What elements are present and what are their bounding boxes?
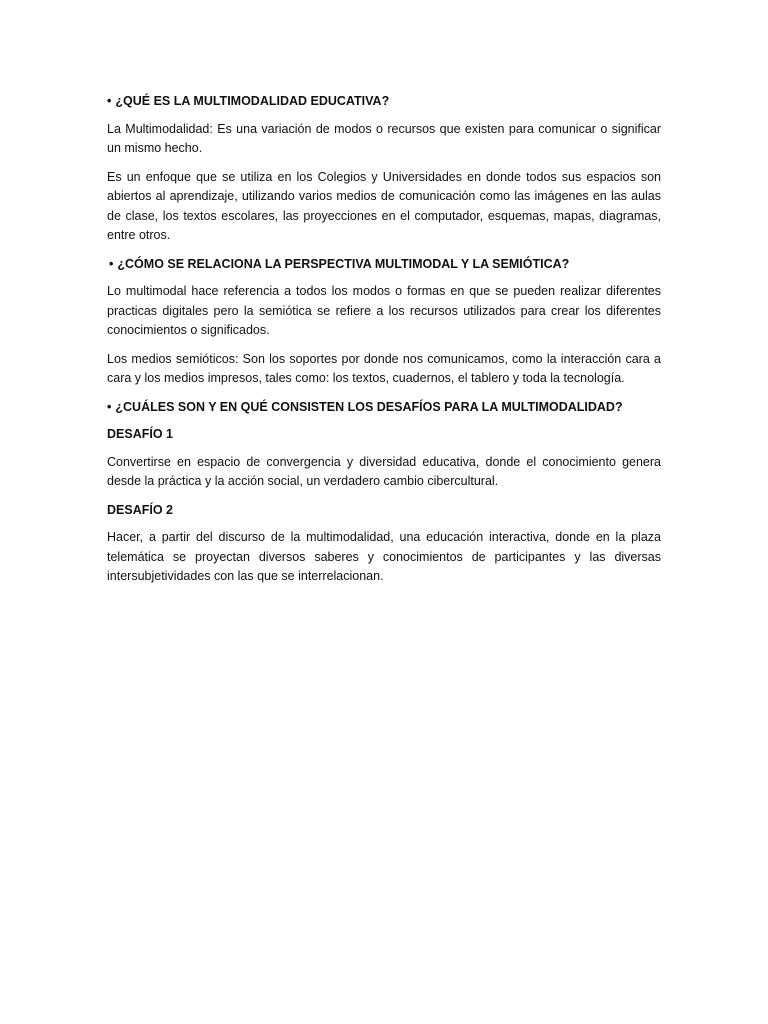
- paragraph-medios-semioticos: Los medios semióticos: Son los soportes por donde nos comunicamos, como la interacción cara a cara y los medios impresos, tales como: los textos, cuadernos, el tablero y toda la tecnología.: [107, 351, 661, 385]
- paragraph-multimodal-semiotica: Lo multimodal hace referencia a todos los modos o formas en que se pueden realizar diferentes practicas digitales pero la semiótica se refiere a los recursos utilizados para crear los diferentes conocimientos o significados.: [107, 284, 661, 337]
- document-page: [107, 92, 661, 596]
- challenge-text-1: Convertirse en espacio de convergencia y diversidad educativa, donde el conocimiento genera desde la práctica y la acción social, un verdadero cambio cibercultural.: [107, 454, 661, 488]
- challenge-label-2: DESAFÍO 2: [107, 502, 173, 517]
- bullet-3: •: [107, 399, 112, 414]
- bullet-2: •: [109, 256, 114, 271]
- section-heading-3: [107, 398, 661, 418]
- heading-text-2: ¿CÓMO SE RELACIONA LA PERSPECTIVA MULTIMODAL Y LA SEMIÓTICA?: [117, 256, 570, 271]
- heading-text-1: ¿QUÉ ES LA MULTIMODALIDAD EDUCATIVA?: [115, 94, 390, 108]
- challenge-label-1: DESAFÍO 1: [107, 427, 173, 441]
- section-heading-2: [107, 255, 661, 275]
- paragraph-multimodalidad-definition: La Multimodalidad: Es una variación de modos o recursos que existen para comunicar o significar un mismo hecho.: [107, 121, 661, 155]
- bullet-1: •: [107, 94, 112, 108]
- heading-text-3: ¿CUÁLES SON Y EN QUÉ CONSISTEN LOS DESAFÍOS PARA LA MULTIMODALIDAD?: [115, 399, 623, 414]
- paragraph-multimodalidad-approach: Es un enfoque que se utiliza en los Colegios y Universidades en donde todos sus espacios son abiertos al aprendizaje, utilizando varios medios de comunicación como las imágenes en las aulas de clase, los textos escolares, las proyecciones en el computador, esquemas, mapas, diagramas, entre otros.: [107, 169, 661, 242]
- challenge-text-2: Hacer, a partir del discurso de la multimodalidad, una educación interactiva, donde en la plaza telemática se proyectan diversos saberes y conocimientos de participantes y las diversas intersubjetividades con las que se interrelacionan.: [107, 530, 661, 583]
- section-heading-1: [107, 92, 661, 112]
